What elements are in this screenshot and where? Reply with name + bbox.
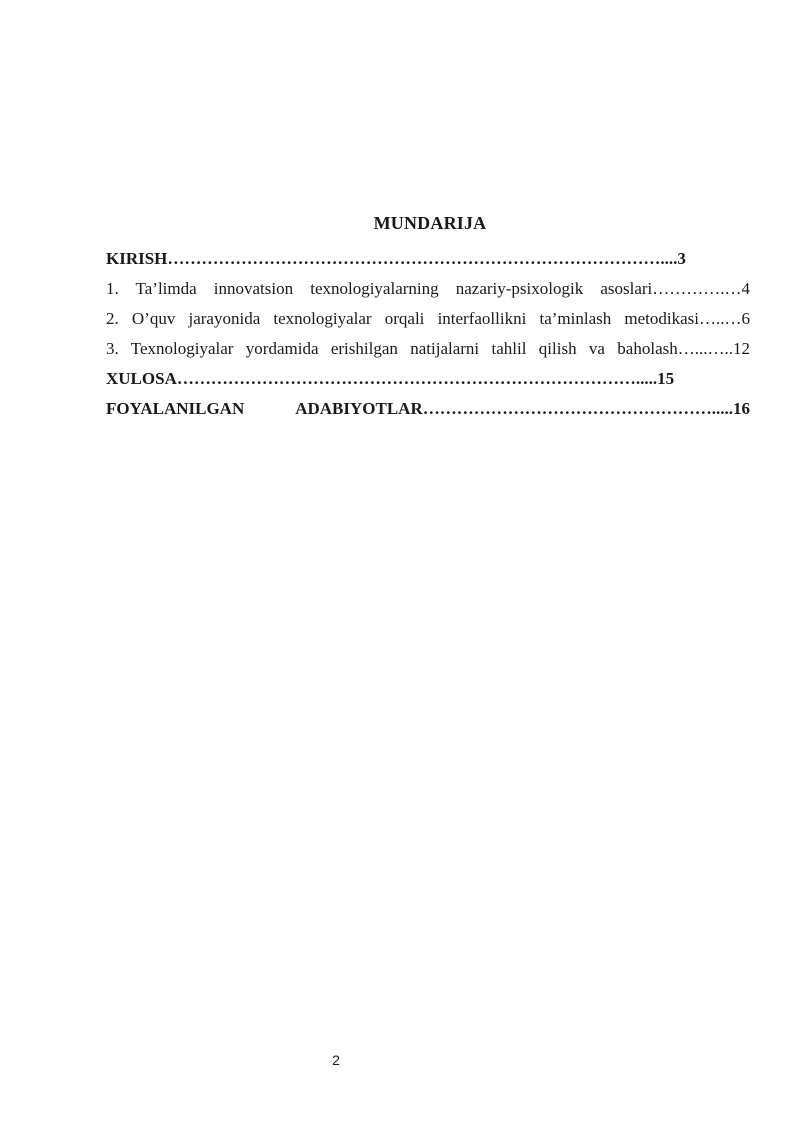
table-of-contents	[106, 244, 750, 424]
page-title: MUNDARIJA	[373, 213, 487, 233]
toc-entry-adabiyotlar[interactable]: FOYALANILGAN ADABIYOTLAR…………………………………………….....16	[106, 399, 750, 418]
toc-entry-xulosa[interactable]: XULOSA……………………………………………………………………….....15	[106, 369, 675, 388]
page-number: 2	[332, 1052, 340, 1068]
toc-entry-chapter-3[interactable]: 3. Texnologiyalar yordamida erishilgan natijalarni tahlil qilish va baholash…...…..12	[106, 339, 750, 358]
toc-entry-chapter-1[interactable]: 1. Ta’limda innovatsion texnologiyalarning nazariy-psixologik asoslari………….…4	[106, 279, 750, 298]
toc-entry-kirish[interactable]: KIRISH……………………………………………………………………………....3	[106, 249, 686, 268]
toc-entry-chapter-2[interactable]: 2. O’quv jarayonida texnologiyalar orqali interfaollikni ta’minlash metodikasi…..…6	[106, 309, 750, 328]
